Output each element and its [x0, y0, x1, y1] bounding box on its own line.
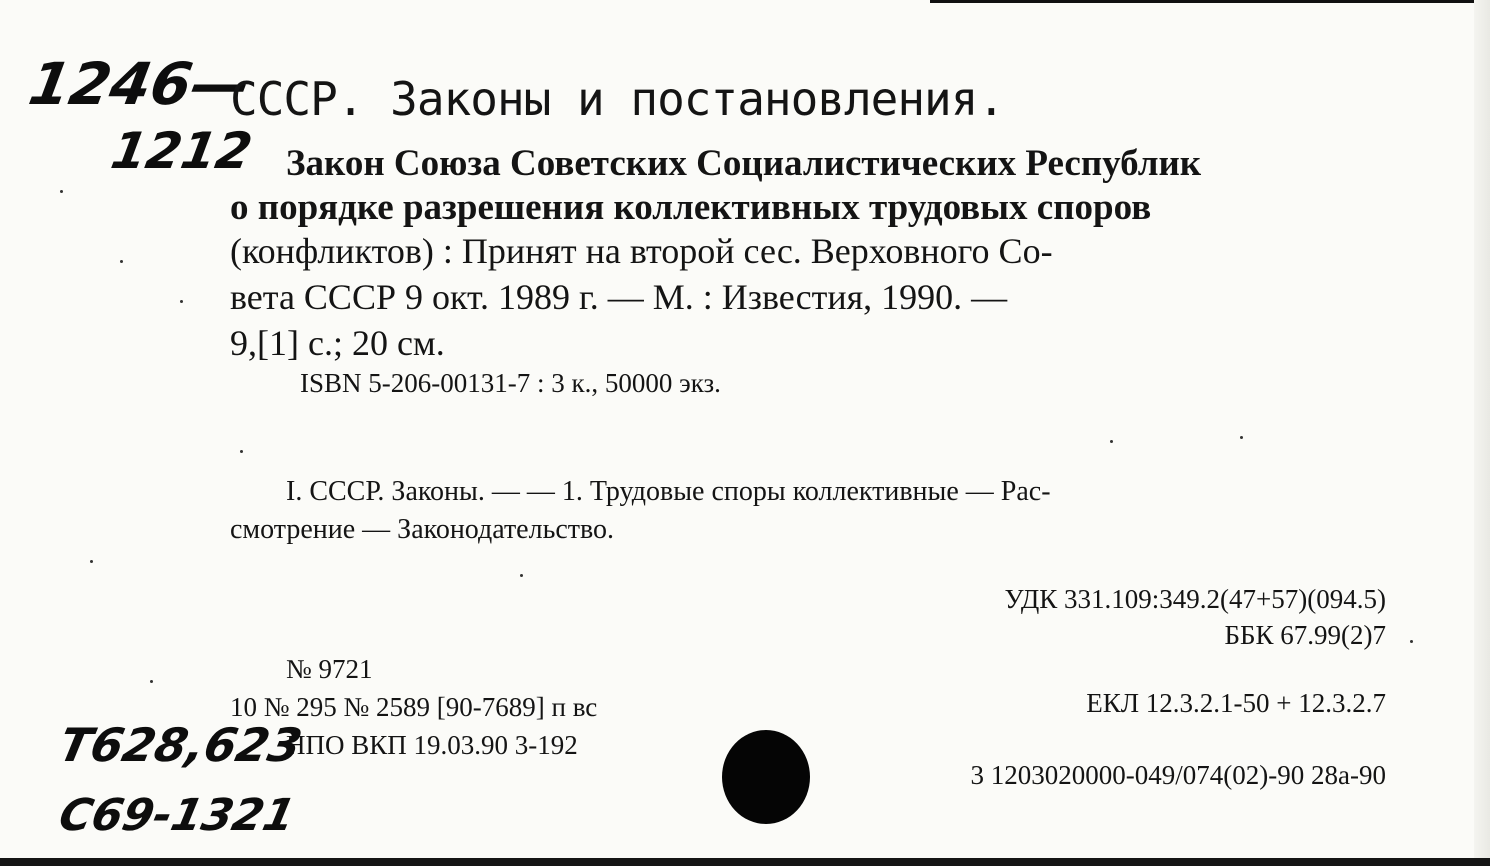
title-line-4: вета СССР 9 окт. 1989 г. — М. : Известия, 1990. — — [230, 277, 1008, 317]
title-line-5: 9,[1] с.; 20 см. — [230, 323, 445, 363]
card-heading: СССР. Законы и постановления. — [230, 72, 1005, 126]
card-top-edge — [930, 0, 1490, 17]
scan-speck — [180, 300, 183, 303]
publication-code: 3 1203020000-049/074(02)-90 28а-90 — [970, 760, 1386, 790]
title-line-1: Закон Союза Советских Социалистических Республик — [286, 143, 1202, 184]
isbn-line: ISBN 5-206-00131-7 : 3 к., 50000 экз. — [300, 368, 721, 398]
scan-speck — [150, 680, 153, 683]
handwritten-shelfmark-bottom: Т628,623 — [54, 718, 307, 772]
title-line-3: (конфликтов) : Принят на второй сес. Верховного Со- — [230, 231, 1053, 271]
card-right-edge — [1474, 0, 1490, 866]
ekl-classification: ЕКЛ 12.3.2.1-50 + 12.3.2.7 — [1086, 688, 1386, 718]
handwritten-shelfmark-top: 1246— — [24, 50, 256, 118]
title-line-2: о порядке разрешения коллективных трудовых споров — [230, 187, 1152, 228]
scan-speck — [1240, 436, 1243, 439]
udc-classification: УДК 331.109:349.2(47+57)(094.5) — [1004, 584, 1386, 614]
card-punch-hole — [722, 730, 810, 824]
scan-speck — [1410, 640, 1413, 643]
print-order-line: 10 № 295 № 2589 [90-7689] п вс — [230, 692, 598, 722]
subject-headings-line-2: смотрение — Законодательство. — [230, 514, 615, 545]
subject-headings-line-1: I. СССР. Законы. — — 1. Трудовые споры коллективные — Рас- — [286, 476, 1051, 507]
printing-house-line: НПО ВКП 19.03.90 3-192 — [286, 730, 578, 760]
scan-speck — [1110, 440, 1113, 443]
scan-speck — [120, 260, 123, 263]
card-bottom-edge — [0, 858, 1490, 866]
handwritten-shelfmark-bottom-2: С69-1321 — [54, 790, 300, 841]
bbk-classification: ББК 67.99(2)7 — [1224, 620, 1386, 650]
record-number: № 9721 — [286, 654, 373, 684]
scan-speck — [240, 450, 243, 453]
scan-speck — [90, 560, 93, 563]
scan-speck — [60, 190, 63, 193]
handwritten-shelfmark-top-2: 1212 — [106, 122, 257, 180]
scan-speck — [520, 574, 523, 577]
